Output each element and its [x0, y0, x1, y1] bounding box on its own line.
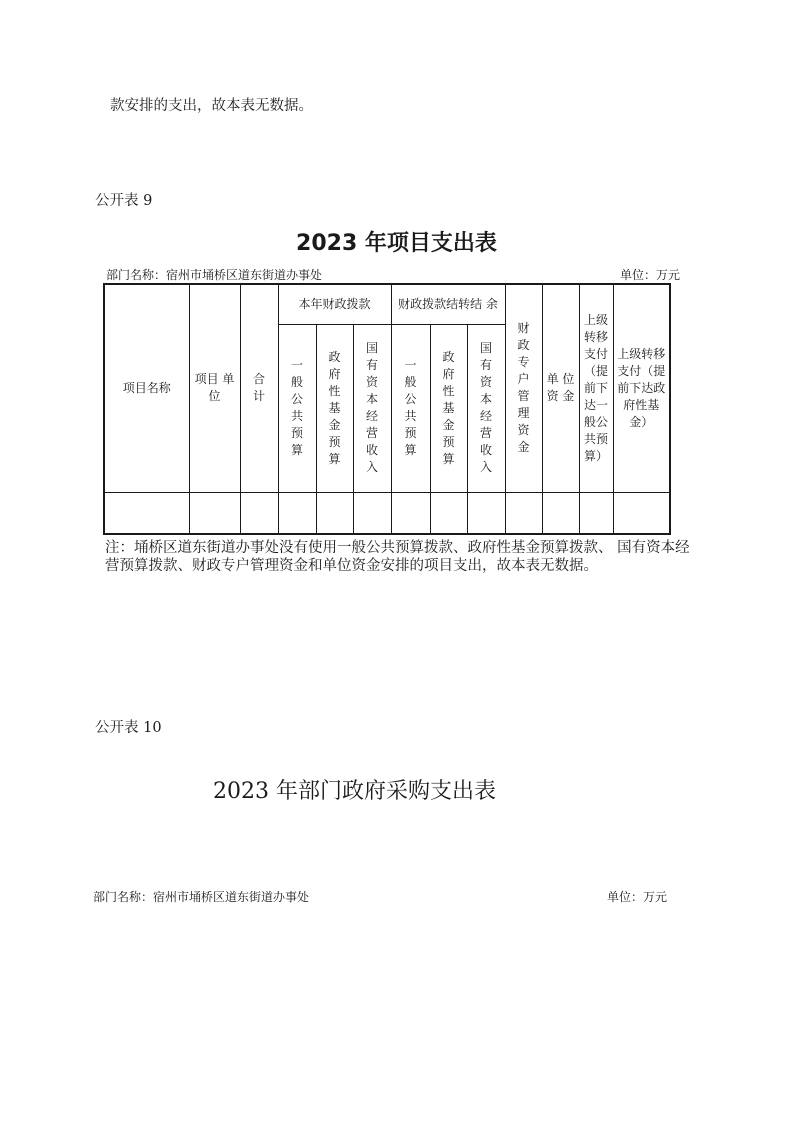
header-project-unit: 项目 单位 [189, 284, 240, 492]
header-g2-fund: 政府性基金预算 [430, 324, 467, 492]
header-special-account: 财政专户管理资金 [505, 284, 542, 492]
header-current-year-appropriation: 本年财政拨款 [278, 284, 391, 324]
table-row [104, 492, 670, 534]
header-transfer-general: 上级转移支付（提前下达一般公共预算） [579, 284, 613, 492]
table10-title: 2023 年部门政府采购支出表 [213, 779, 496, 804]
table10-label: 公开表 10 [95, 720, 162, 736]
intro-tail-text: 款安排的支出，故本表无数据。 [110, 98, 313, 114]
table9-label: 公开表 9 [95, 193, 153, 209]
header-g1-fund: 政府性基金预算 [316, 324, 353, 492]
project-expenditure-table [103, 283, 671, 535]
header-g1-soe: 国有资本经营收入 [353, 324, 391, 492]
header-g1-general: 一般公共预算 [278, 324, 316, 492]
table10-dept: 部门名称：宿州市埇桥区道东街道办事处 [93, 890, 310, 904]
table9-title: 2023 年项目支出表 [296, 231, 497, 256]
table9-dept: 部门名称：宿州市埇桥区道东街道办事处 [106, 268, 323, 282]
header-g2-general: 一般公共预算 [391, 324, 430, 492]
header-carryover: 财政拨款结转结 余 [391, 284, 505, 324]
header-transfer-fund: 上级转移支付（提前下达政府性基金） [613, 284, 670, 492]
header-unit-fund: 单 位 资 金 [542, 284, 579, 492]
header-project-name: 项目名称 [104, 284, 189, 492]
table9-unit: 单位：万元 [620, 268, 681, 282]
table9-note: 注：埇桥区道东街道办事处没有使用一般公共预算拨款、政府性基金预算拨款、 国有资本经营预算拨款、财政专户管理资金和单位资金安排的项目支出，故本表无数据。 [105, 540, 690, 574]
table10-unit: 单位：万元 [607, 890, 668, 904]
header-total: 合计 [240, 284, 278, 492]
header-g2-soe: 国有资本经营收入 [467, 324, 505, 492]
